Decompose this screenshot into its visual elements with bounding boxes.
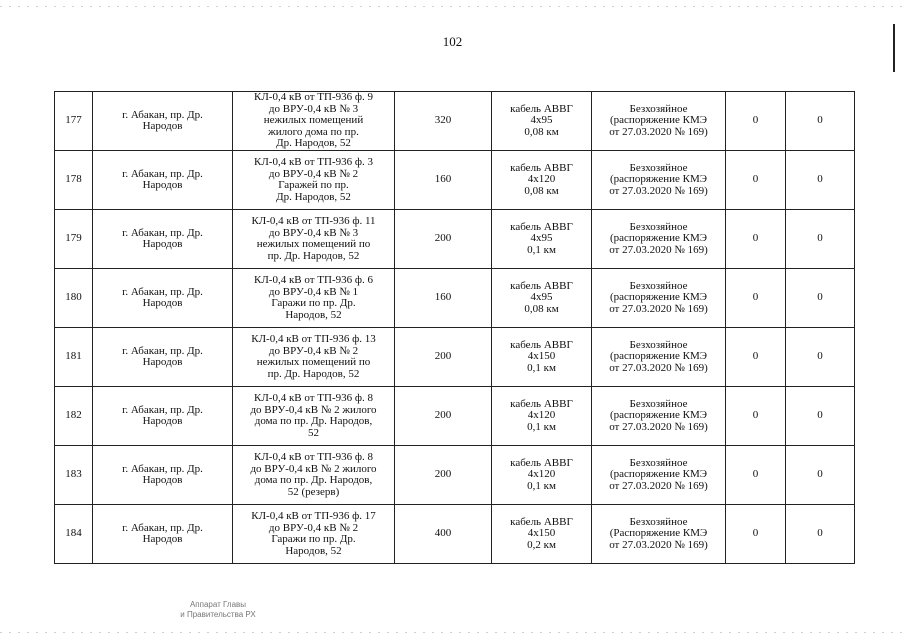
object-description-cell-text: КЛ-0,4 кВ от ТП-936 ф. 8 до ВРУ-0,4 кВ № 2 жилого дома по пр. Др. Народов, 52 bbox=[250, 392, 377, 439]
address-cell-text: г. Абакан, пр. Др. Народов bbox=[122, 521, 203, 545]
value-cell-2 bbox=[786, 210, 855, 269]
object-description-cell-text: КЛ-0,4 кВ от ТП-936 ф. 13 до ВРУ-0,4 кВ № 2 нежилых помещений по пр. Др. Народов, 52 bbox=[251, 333, 376, 380]
address-cell bbox=[93, 328, 233, 387]
object-description-cell bbox=[233, 210, 395, 269]
address-cell-text: г. Абакан, пр. Др. Народов bbox=[122, 108, 203, 132]
cable-cell-text: кабель АВВГ 4х95 0,1 км bbox=[510, 220, 573, 256]
table-row bbox=[55, 210, 855, 269]
value-cell-2-text: 0 bbox=[817, 350, 823, 363]
length-cell bbox=[395, 387, 492, 446]
row-number-text: 180 bbox=[65, 291, 82, 304]
length-cell-text: 320 bbox=[434, 114, 452, 127]
value-cell-2-text: 0 bbox=[817, 468, 823, 481]
status-cell bbox=[592, 151, 726, 210]
row-number-text: 182 bbox=[65, 409, 82, 422]
address-cell bbox=[93, 387, 233, 446]
length-cell bbox=[395, 505, 492, 564]
status-cell bbox=[592, 92, 726, 151]
value-cell-1 bbox=[726, 387, 786, 446]
row-number bbox=[55, 446, 93, 505]
value-cell-1-text: 0 bbox=[752, 114, 759, 127]
address-cell-text: г. Абакан, пр. Др. Народов bbox=[122, 344, 203, 368]
value-cell-2 bbox=[786, 446, 855, 505]
value-cell-2-text: 0 bbox=[817, 173, 823, 186]
status-cell-text: Безхозяйное (распоряжение КМЭ от 27.03.2020 № 169) bbox=[609, 338, 708, 374]
address-cell bbox=[93, 269, 233, 328]
length-cell bbox=[395, 210, 492, 269]
cable-cell-text: кабель АВВГ 4х95 0,08 км bbox=[510, 102, 573, 138]
row-number bbox=[55, 92, 93, 151]
value-cell-2 bbox=[786, 151, 855, 210]
address-cell bbox=[93, 210, 233, 269]
row-number bbox=[55, 210, 93, 269]
length-cell bbox=[395, 92, 492, 151]
table-row bbox=[55, 151, 855, 210]
object-description-cell-text: КЛ-0,4 кВ от ТП-936 ф. 9 до ВРУ-0,4 кВ № 3 нежилых помещений жилого дома по пр. Др. Народов, 52 bbox=[253, 91, 373, 150]
row-number-text: 181 bbox=[65, 350, 82, 363]
table-row bbox=[55, 505, 855, 564]
value-cell-1 bbox=[726, 92, 786, 151]
status-cell-text: Безхозяйное (Распоряжение КМЭ от 27.03.2020 № 169) bbox=[609, 515, 708, 551]
length-cell-text: 200 bbox=[434, 232, 452, 245]
value-cell-1 bbox=[726, 328, 786, 387]
table-row bbox=[55, 269, 855, 328]
object-description-cell-text: КЛ-0,4 кВ от ТП-936 ф. 6 до ВРУ-0,4 кВ № 1 Гаражи по пр. Др. Народов, 52 bbox=[253, 274, 373, 321]
cable-cell bbox=[492, 328, 592, 387]
object-description-cell-text: КЛ-0,4 кВ от ТП-936 ф. 17 до ВРУ-0,4 кВ № 2 Гаражи по пр. Др. Народов, 52 bbox=[251, 510, 376, 557]
row-number bbox=[55, 505, 93, 564]
value-cell-2 bbox=[786, 328, 855, 387]
row-number-text: 179 bbox=[65, 232, 82, 245]
value-cell-1 bbox=[726, 269, 786, 328]
value-cell-1-text: 0 bbox=[752, 173, 759, 186]
object-description-cell bbox=[233, 505, 395, 564]
address-cell-text: г. Абакан, пр. Др. Народов bbox=[122, 167, 203, 191]
status-cell-text: Безхозяйное (распоряжение КМЭ от 27.03.2020 № 169) bbox=[609, 397, 708, 433]
address-cell-text: г. Абакан, пр. Др. Народов bbox=[122, 462, 203, 486]
length-cell-text: 160 bbox=[434, 173, 452, 186]
row-number-text: 178 bbox=[65, 173, 82, 186]
length-cell-text: 160 bbox=[434, 291, 452, 304]
row-number bbox=[55, 387, 93, 446]
length-cell-text: 200 bbox=[434, 468, 452, 481]
cable-cell bbox=[492, 92, 592, 151]
object-description-cell-text: КЛ-0,4 кВ от ТП-936 ф. 3 до ВРУ-0,4 кВ № 2 Гаражей по пр. Др. Народов, 52 bbox=[253, 156, 373, 203]
status-cell bbox=[592, 387, 726, 446]
cable-cell-text: кабель АВВГ 4х120 0,08 км bbox=[510, 161, 573, 197]
value-cell-1 bbox=[726, 446, 786, 505]
address-cell-text: г. Абакан, пр. Др. Народов bbox=[122, 403, 203, 427]
table-row bbox=[55, 92, 855, 151]
status-cell bbox=[592, 505, 726, 564]
value-cell-1 bbox=[726, 505, 786, 564]
object-description-cell bbox=[233, 269, 395, 328]
address-cell bbox=[93, 446, 233, 505]
value-cell-2-text: 0 bbox=[817, 232, 823, 245]
length-cell-text: 200 bbox=[434, 350, 452, 363]
scan-edge-mark bbox=[893, 24, 895, 72]
cable-cell-text: кабель АВВГ 4х150 0,2 км bbox=[510, 515, 573, 551]
row-number bbox=[55, 151, 93, 210]
status-cell bbox=[592, 269, 726, 328]
row-number-text: 184 bbox=[65, 527, 82, 540]
value-cell-1-text: 0 bbox=[752, 291, 759, 304]
length-cell bbox=[395, 446, 492, 505]
status-cell-text: Безхозяйное (распоряжение КМЭ от 27.03.2020 № 169) bbox=[609, 220, 708, 256]
value-cell-1-text: 0 bbox=[752, 409, 759, 422]
value-cell-2-text: 0 bbox=[817, 114, 823, 127]
scan-noise-top bbox=[0, 6, 905, 7]
length-cell bbox=[395, 328, 492, 387]
length-cell bbox=[395, 269, 492, 328]
object-description-cell-text: КЛ-0,4 кВ от ТП-936 ф. 11 до ВРУ-0,4 кВ № 3 нежилых помещений по пр. Др. Народов, 52 bbox=[251, 215, 376, 262]
row-number-text: 177 bbox=[65, 114, 82, 127]
address-cell-text: г. Абакан, пр. Др. Народов bbox=[122, 285, 203, 309]
cable-cell-text: кабель АВВГ 4х95 0,08 км bbox=[510, 279, 573, 315]
status-cell bbox=[592, 210, 726, 269]
status-cell bbox=[592, 328, 726, 387]
value-cell-2 bbox=[786, 269, 855, 328]
value-cell-2 bbox=[786, 92, 855, 151]
object-description-cell-text: КЛ-0,4 кВ от ТП-936 ф. 8 до ВРУ-0,4 кВ № 2 жилого дома по пр. Др. Народов, 52 (резерв) bbox=[250, 451, 377, 498]
scan-noise-bottom bbox=[0, 632, 905, 633]
status-cell-text: Безхозяйное (распоряжение КМЭ от 27.03.2020 № 169) bbox=[609, 161, 708, 197]
registry-table-body bbox=[55, 92, 855, 564]
cable-cell bbox=[492, 151, 592, 210]
value-cell-1-text: 0 bbox=[752, 468, 759, 481]
value-cell-1 bbox=[726, 210, 786, 269]
object-description-cell bbox=[233, 446, 395, 505]
page-number: 102 bbox=[442, 34, 463, 49]
value-cell-2 bbox=[786, 387, 855, 446]
value-cell-2-text: 0 bbox=[817, 527, 823, 540]
object-description-cell bbox=[233, 328, 395, 387]
address-cell bbox=[93, 92, 233, 151]
cable-cell bbox=[492, 505, 592, 564]
cable-cell bbox=[492, 387, 592, 446]
status-cell-text: Безхозяйное (распоряжение КМЭ от 27.03.2020 № 169) bbox=[609, 102, 708, 138]
cable-cell bbox=[492, 269, 592, 328]
value-cell-1-text: 0 bbox=[752, 350, 759, 363]
status-cell bbox=[592, 446, 726, 505]
value-cell-1-text: 0 bbox=[752, 232, 759, 245]
length-cell-text: 200 bbox=[434, 409, 452, 422]
length-cell-text: 400 bbox=[434, 527, 452, 540]
table-row bbox=[55, 387, 855, 446]
status-cell-text: Безхозяйное (распоряжение КМЭ от 27.03.2020 № 169) bbox=[609, 279, 708, 315]
address-cell bbox=[93, 505, 233, 564]
object-description-cell bbox=[233, 151, 395, 210]
row-number bbox=[55, 328, 93, 387]
address-cell bbox=[93, 151, 233, 210]
cable-cell bbox=[492, 446, 592, 505]
registry-table bbox=[54, 91, 855, 564]
row-number-text: 183 bbox=[65, 468, 82, 481]
row-number bbox=[55, 269, 93, 328]
value-cell-1 bbox=[726, 151, 786, 210]
table-row bbox=[55, 446, 855, 505]
table-row bbox=[55, 328, 855, 387]
value-cell-2 bbox=[786, 505, 855, 564]
cable-cell-text: кабель АВВГ 4х120 0,1 км bbox=[510, 456, 573, 492]
cable-cell-text: кабель АВВГ 4х150 0,1 км bbox=[510, 338, 573, 374]
value-cell-2-text: 0 bbox=[817, 291, 823, 304]
length-cell bbox=[395, 151, 492, 210]
address-cell-text: г. Абакан, пр. Др. Народов bbox=[122, 226, 203, 250]
cable-cell-text: кабель АВВГ 4х120 0,1 км bbox=[510, 397, 573, 433]
status-cell-text: Безхозяйное (распоряжение КМЭ от 27.03.2020 № 169) bbox=[609, 456, 708, 492]
footer-stamp: Аппарат Главы и Правительства РХ bbox=[180, 600, 256, 619]
cable-cell bbox=[492, 210, 592, 269]
object-description-cell bbox=[233, 92, 395, 151]
object-description-cell bbox=[233, 387, 395, 446]
value-cell-1-text: 0 bbox=[752, 527, 759, 540]
value-cell-2-text: 0 bbox=[817, 409, 823, 422]
